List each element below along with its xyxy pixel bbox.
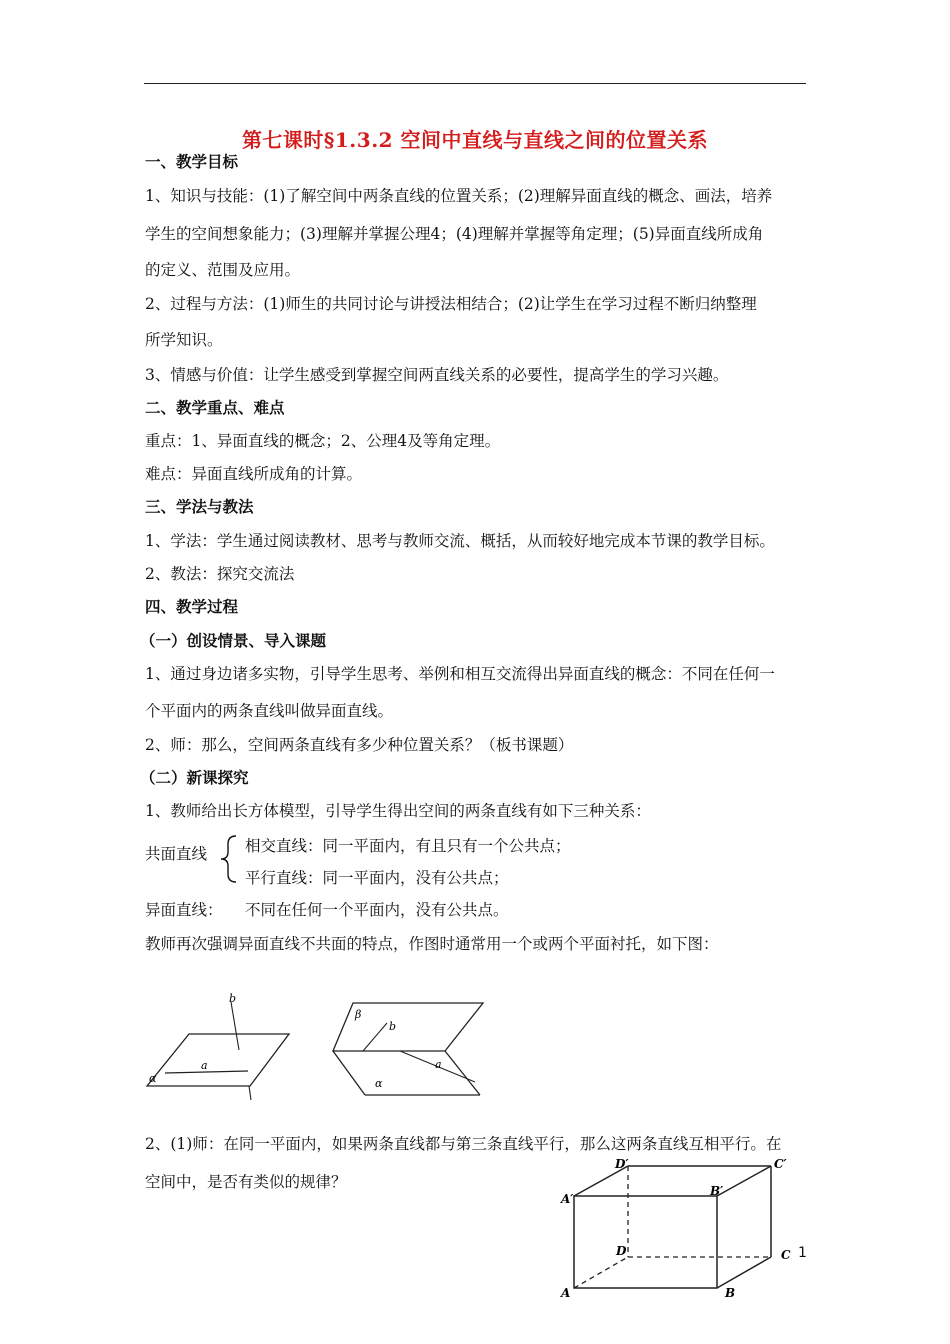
- paragraph-line: 3、情感与价值：让学生感受到掌握空间两直线关系的必要性，提高学生的学习兴趣。: [145, 366, 729, 384]
- vertex-label: A′: [561, 1192, 574, 1206]
- section-heading: 四、教学过程: [145, 597, 239, 616]
- skew-lines-figure-one-plane: [143, 990, 293, 1102]
- vertex-label: C′: [774, 1157, 787, 1171]
- left-brace-icon: [218, 834, 240, 884]
- section-heading: 二、教学重点、难点: [145, 398, 285, 417]
- line-b-label: b: [389, 1020, 397, 1033]
- vertex-label: D: [616, 1244, 627, 1258]
- page-title: 第七课时§1.3.2 空间中直线与直线之间的位置关系: [241, 128, 709, 152]
- intersecting-lines-def: 相交直线：同一平面内，有且只有一个公共点；: [245, 837, 571, 855]
- section-heading: 三、学法与教法: [145, 497, 254, 516]
- plane-alpha-label: α: [149, 1072, 157, 1085]
- paragraph-line: 重点：1、异面直线的概念；2、公理4及等角定理。: [145, 432, 501, 450]
- plane-beta-label: β: [355, 1008, 362, 1021]
- vertex-label: D′: [615, 1157, 629, 1171]
- cuboid-figure: [555, 1155, 795, 1303]
- paragraph-line: 2、过程与方法：(1)师生的共同讨论与讲授法相结合；(2)让学生在学习过程不断归纳整理: [145, 295, 757, 313]
- paragraph-line: 1、教师给出长方体模型，引导学生得出空间的两条直线有如下三种关系：: [145, 802, 651, 820]
- paragraph-line: 学生的空间想象能力；(3)理解并掌握公理4；(4)理解并掌握等角定理；(5)异面直线所成角: [145, 225, 764, 243]
- skew-lines-label: 异面直线：: [145, 901, 223, 919]
- vertex-label: A: [561, 1286, 571, 1300]
- page-number: 1: [798, 1245, 807, 1261]
- subsection-heading: （一）创设情景、导入课题: [140, 631, 327, 650]
- paragraph-line: 难点：异面直线所成角的计算。: [145, 465, 363, 483]
- vertex-label: B′: [710, 1184, 724, 1198]
- subsection-heading: （二）新课探究: [140, 768, 249, 787]
- section-heading: 一、教学目标: [145, 152, 239, 171]
- vertex-label: C: [781, 1248, 791, 1262]
- paragraph-line: 2、教法：探究交流法: [145, 565, 295, 583]
- line-a-label: a: [201, 1059, 208, 1072]
- paragraph-line: 2、(1)师：在同一平面内，如果两条直线都与第三条直线平行，那么这两条直线互相平行。在: [145, 1135, 782, 1153]
- paragraph-line: 的定义、范围及应用。: [145, 261, 301, 279]
- paragraph-line: 个平面内的两条直线叫做异面直线。: [145, 702, 394, 720]
- header-rule: [144, 83, 806, 84]
- paragraph-line: 1、学法：学生通过阅读教材、思考与教师交流、概括，从而较好地完成本节课的教学目标。: [145, 532, 775, 550]
- paragraph-line: 1、通过身边诸多实物，引导学生思考、举例和相互交流得出异面直线的概念：不同在任何一: [145, 665, 775, 683]
- plane-alpha-label: α: [375, 1077, 383, 1090]
- coplanar-label: 共面直线: [145, 845, 208, 863]
- paragraph-line: 2、师：那么，空间两条直线有多少种位置关系？（板书课题）: [145, 736, 574, 754]
- skew-lines-def: 不同在任何一个平面内，没有公共点。: [245, 901, 509, 919]
- skew-lines-figure-two-planes: [325, 995, 485, 1100]
- parallel-lines-def: 平行直线：同一平面内，没有公共点；: [245, 869, 509, 887]
- line-b-label: b: [229, 992, 237, 1005]
- paragraph-line: 教师再次强调异面直线不共面的特点，作图时通常用一个或两个平面衬托，如下图：: [145, 935, 719, 953]
- line-a-label: a: [435, 1058, 442, 1071]
- paragraph-line: 所学知识。: [145, 331, 223, 349]
- paragraph-line: 1、知识与技能：(1)了解空间中两条直线的位置关系；(2)理解异面直线的概念、画法，培养: [145, 187, 773, 205]
- paragraph-line: 空间中，是否有类似的规律？: [145, 1173, 347, 1191]
- vertex-label: B: [725, 1286, 736, 1300]
